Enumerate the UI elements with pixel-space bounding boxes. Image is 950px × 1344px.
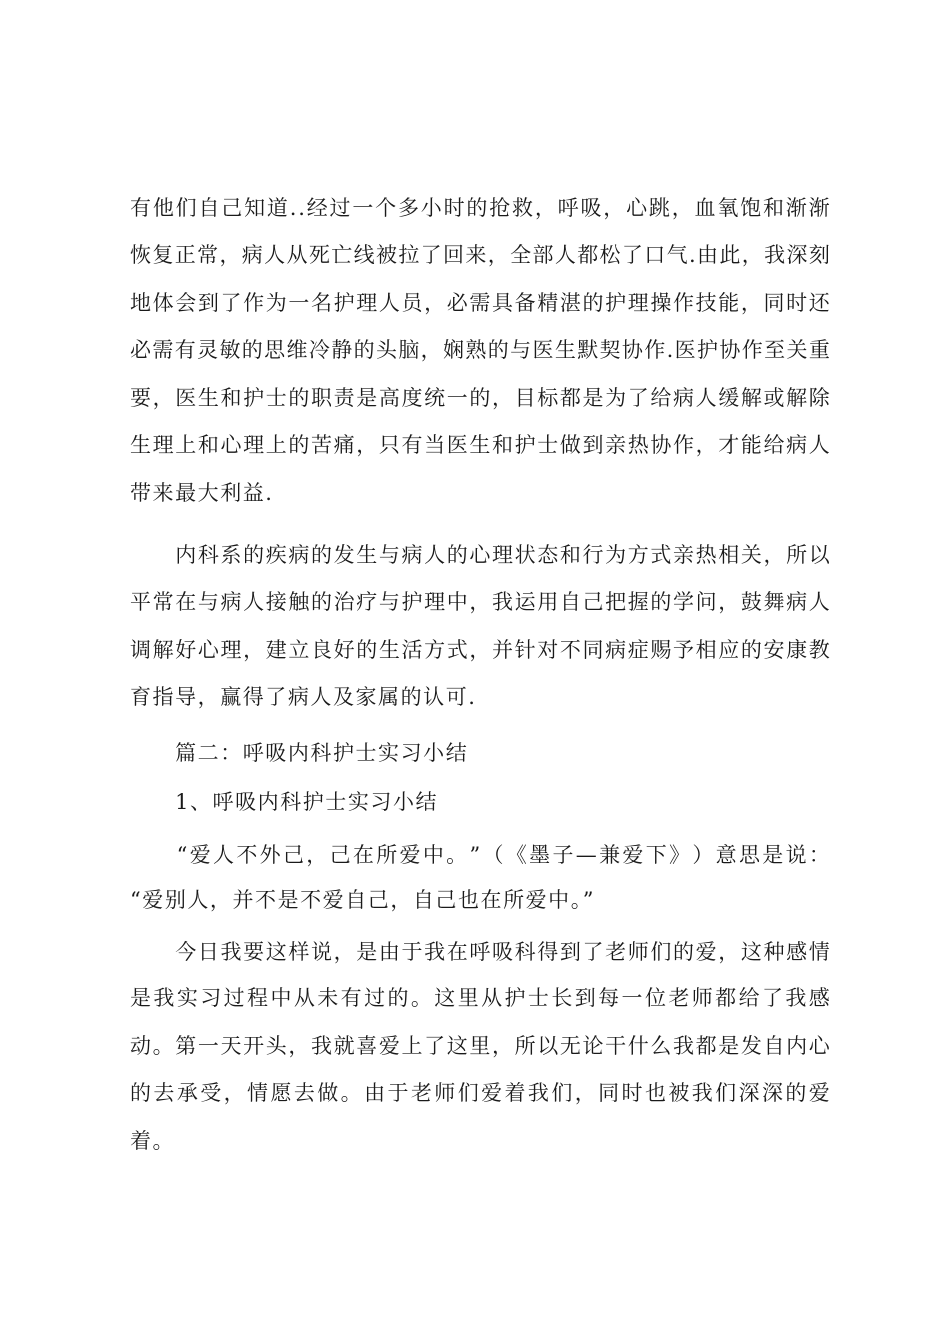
sub-heading: 1、呼吸内科护士实习小结 bbox=[130, 790, 439, 814]
text-line: “爱别人，并不是不爱自己，自己也在所爱中。” bbox=[130, 888, 596, 912]
text-line: 地 体 会 到 了 作 为 一 名 护 理 人 员 ， 必 需 具 备 精 湛 的 护 理 操 作 技 能 ， 同 时 还 bbox=[130, 291, 830, 315]
text-line: 今 日 我 要 这 样 说 ， 是 由 于 我 在 呼 吸 科 得 到 了 老 师 们 的 爱 ， 这 种 感 情 bbox=[175, 940, 830, 964]
text-line: 内 科 系 的 疾 病 的 发 生 与 病 人 的 心 理 状 态 和 行 为 方 式 亲 热 相 关 ， 所 以 bbox=[175, 543, 830, 567]
text-line: 恢 复 正 常 ， 病 人 从 死 亡 线 被 拉 了 回 来 ， 全 部 人 都 松 了 口 气 . 由 此 ， 我 深 刻 bbox=[130, 243, 830, 267]
text-line: 育指导，赢得了病人及家属的认可. bbox=[130, 685, 477, 709]
text-line: 生 理 上 和 心 理 上 的 苦 痛 ， 只 有 当 医 生 和 护 士 做 到 亲 热 协 作 ， 才 能 给 病 人 bbox=[130, 433, 830, 457]
text-line: 动 。 第 一 天 开 头 ， 我 就 喜 爱 上 了 这 里 ， 所 以 无 论 干 什 么 我 都 是 发 自 内 心 bbox=[130, 1034, 830, 1058]
text-line: 平 常 在 与 病 人 接 触 的 治 疗 与 护 理 中 ， 我 运 用 自 己 把 握 的 学 问 ， 鼓 舞 病 人 bbox=[130, 590, 830, 614]
text-line: 必 需 有 灵 敏 的 思 维 冷 静 的 头 脑 ， 娴 熟 的 与 医 生 默 契 协 作 . 医 护 协 作 至 关 重 bbox=[130, 338, 830, 362]
text-line: 要 ， 医 生 和 护 士 的 职 责 是 高 度 统 一 的 ， 目 标 都 是 为 了 给 病 人 缓 解 或 解 除 bbox=[130, 386, 830, 410]
text-line: 的 去 承 受 ， 情 愿 去 做 。 由 于 老 师 们 爱 着 我 们 ， 同 时 也 被 我 们 深 深 的 爱 bbox=[130, 1081, 830, 1105]
text-line: 带来最大利益. bbox=[130, 481, 274, 505]
text-line: 有 他 们 自 己 知 道 . . 经 过 一 个 多 小 时 的 抢 救 ， 呼 吸 ， 心 跳 ， 血 氧 饱 和 渐 渐 bbox=[130, 196, 830, 220]
section-heading: 篇二：呼吸内科护士实习小结 bbox=[130, 741, 469, 765]
text-line: “ 爱 人 不 外 己 ， 己 在 所 爱 中 。 ” （ 《 墨 子 — 兼 爱 下 》 ） 意 思 是 说 ： bbox=[176, 843, 830, 867]
text-line: 着。 bbox=[130, 1129, 176, 1153]
text-line: 是 我 实 习 过 程 中 从 未 有 过 的 。 这 里 从 护 士 长 到 每 一 位 老 师 都 给 了 我 感 bbox=[130, 986, 830, 1010]
text-line: 调 解 好 心 理 ， 建 立 良 好 的 生 活 方 式 ， 并 针 对 不 同 病 症 赐 予 相 应 的 安 康 教 bbox=[130, 638, 830, 662]
